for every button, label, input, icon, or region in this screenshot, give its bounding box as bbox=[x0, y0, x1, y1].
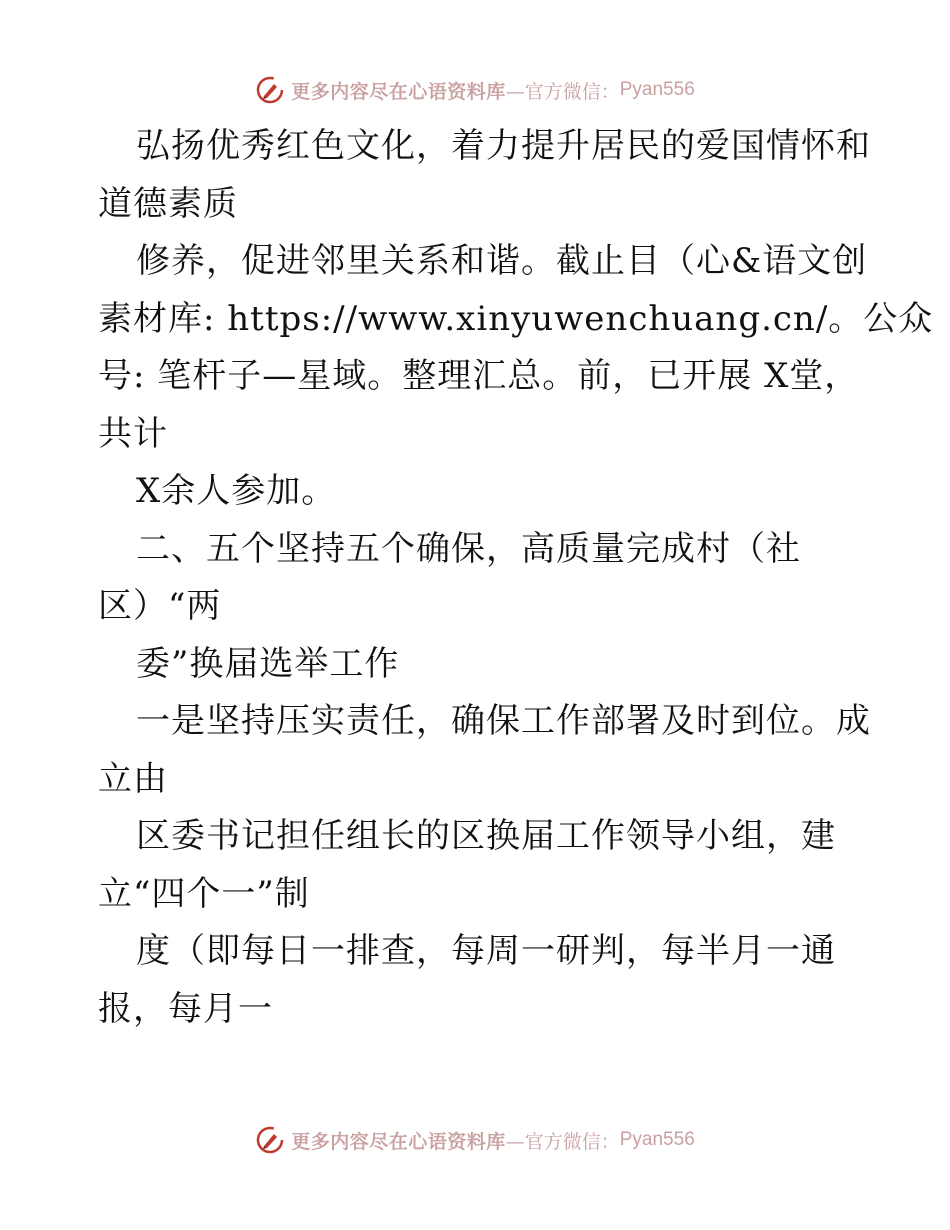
watermark-main-text: 更多内容尽在心语资料库 bbox=[291, 80, 506, 103]
text-line: 度（即每日一排查，每周一研判，每半月一通 bbox=[136, 931, 836, 971]
text-line: 报，每月一 bbox=[98, 988, 273, 1029]
text-line: 二、五个坚持五个确保，高质量完成村（社 bbox=[136, 528, 801, 569]
text-line: 区）“两 bbox=[98, 586, 222, 626]
text-line: 弘扬优秀红色文化，着力提升居民的爱国情怀和 bbox=[136, 126, 871, 166]
text-line: X余人参加。 bbox=[136, 471, 337, 511]
text-line: 共计 bbox=[98, 413, 168, 454]
document-body bbox=[98, 118, 934, 1038]
watermark-id-text: Pyan556 bbox=[619, 79, 695, 100]
watermark-suffix-text: —官方微信： bbox=[505, 1130, 620, 1153]
text-line: 委”换届选举工作 bbox=[136, 643, 400, 684]
header-watermark bbox=[0, 70, 950, 110]
watermark-suffix-text: —官方微信： bbox=[505, 80, 620, 103]
text-line: 号: 笔杆子—星域。整理汇总。前，已开展 X堂， bbox=[98, 356, 860, 396]
watermark-main-text: 更多内容尽在心语资料库 bbox=[291, 1130, 506, 1153]
watermark-id-text: Pyan556 bbox=[619, 1129, 695, 1150]
text-line: 立“四个一”制 bbox=[98, 873, 310, 914]
text-line: 修养，促进邻里关系和谐。截止目（心&语文创 bbox=[136, 241, 868, 281]
text-line: 道德素质 bbox=[98, 183, 238, 224]
text-line: 区委书记担任组长的区换届工作领导小组，建 bbox=[136, 816, 836, 856]
text-line: 立由 bbox=[98, 758, 168, 799]
text-line: 素材库: https://www.xinyuwenchuang.cn/。公众 bbox=[98, 298, 934, 339]
pen-logo-icon bbox=[255, 1125, 285, 1155]
text-line: 一是坚持压实责任，确保工作部署及时到位。成 bbox=[136, 701, 871, 741]
footer-watermark bbox=[0, 1120, 950, 1160]
pen-logo-icon bbox=[255, 75, 285, 105]
